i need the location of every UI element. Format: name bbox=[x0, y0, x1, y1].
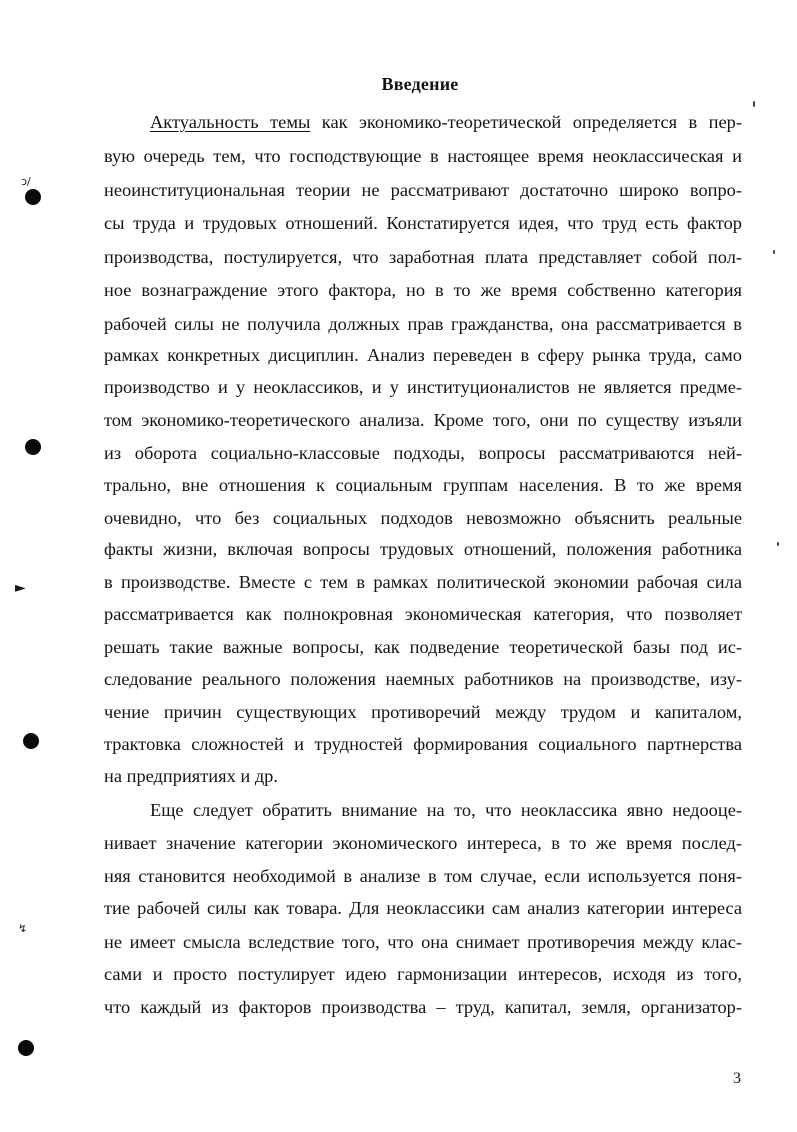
punch-hole bbox=[25, 439, 41, 455]
text-line: производства, постулируется, что заработная плата представляет собой пол- bbox=[104, 247, 742, 267]
text-line: очевидно, что без социальных подходов невозможно объяснить реальные bbox=[104, 508, 742, 528]
text-line: трактовка сложностей и трудностей формирования социального партнерства bbox=[104, 734, 742, 754]
text-line: нивает значение категории экономического интереса, в то же время послед- bbox=[104, 833, 742, 853]
text-line: производство и у неоклассиков, и у институционалистов не является предме- bbox=[104, 377, 742, 397]
text-line: следование реального положения наемных работников на производстве, изу- bbox=[104, 669, 742, 689]
text-line: решать такие важные вопросы, как подведение теоретической базы под ис- bbox=[104, 637, 742, 657]
margin-mark bbox=[777, 542, 779, 546]
text-line: Актуальность темы как экономико-теоретической определяется в пер- bbox=[150, 112, 742, 132]
margin-mark bbox=[753, 101, 755, 107]
scan-mark: ↄ/ bbox=[21, 175, 31, 188]
text-line: сы труда и трудовых отношений. Констатируется идея, что труд есть фактор bbox=[104, 213, 742, 233]
text-line: в производстве. Вместе с тем в рамках политической экономии рабочая сила bbox=[104, 572, 742, 592]
scan-mark: ► bbox=[15, 580, 26, 596]
emphasis-underlined: Актуальность темы bbox=[150, 112, 311, 132]
text-line: трально, вне отношения к социальным группам населения. В то же время bbox=[104, 475, 742, 495]
punch-hole bbox=[25, 189, 41, 205]
text-line: рамках конкретных дисциплин. Анализ переведен в сферу рынка труда, само bbox=[104, 345, 742, 365]
text-line: няя становится необходимой в анализе в том случае, если используется поня- bbox=[104, 866, 742, 886]
scan-mark: ↯ bbox=[18, 922, 28, 935]
text-line: не имеет смысла вследствие того, что она снимает противоречия между клас- bbox=[104, 932, 742, 952]
page-number: 3 bbox=[733, 1070, 741, 1087]
text-line: факты жизни, включая вопросы трудовых отношений, положения работника bbox=[104, 539, 742, 559]
margin-mark bbox=[773, 250, 775, 254]
text-line: том экономико-теоретического анализа. Кроме того, они по существу изъяли bbox=[104, 410, 742, 430]
punch-hole bbox=[23, 733, 39, 749]
text-line: сами и просто постулирует идею гармонизации интересов, исходя из того, bbox=[104, 964, 742, 984]
text-line: чение причин существующих противоречий между трудом и капиталом, bbox=[104, 702, 742, 722]
text-line: неоинституциональная теории не рассматривают достаточно широко вопро- bbox=[104, 180, 742, 200]
text-line: вую очередь тем, что господствующие в настоящее время неоклассическая и bbox=[104, 146, 742, 166]
punch-hole bbox=[18, 1040, 34, 1056]
page-title: Введение bbox=[381, 74, 459, 94]
text-line: рабочей силы не получила должных прав гражданства, она рассматривается в bbox=[104, 314, 742, 334]
text-line: на предприятиях и др. bbox=[104, 766, 278, 786]
text-line: тие рабочей силы как товара. Для неоклассики сам анализ категории интереса bbox=[104, 898, 742, 918]
text-line: ное вознаграждение этого фактора, но в то же время собственно категория bbox=[104, 280, 742, 300]
text-line: Еще следует обратить внимание на то, что неоклассика явно недооце- bbox=[150, 800, 742, 820]
text-line: из оборота социально-классовые подходы, вопросы рассматриваются ней- bbox=[104, 443, 742, 463]
text-line: что каждый из факторов производства – труд, капитал, земля, организатор- bbox=[104, 997, 742, 1017]
text-line: рассматривается как полнокровная экономическая категория, что позволяет bbox=[104, 604, 742, 624]
